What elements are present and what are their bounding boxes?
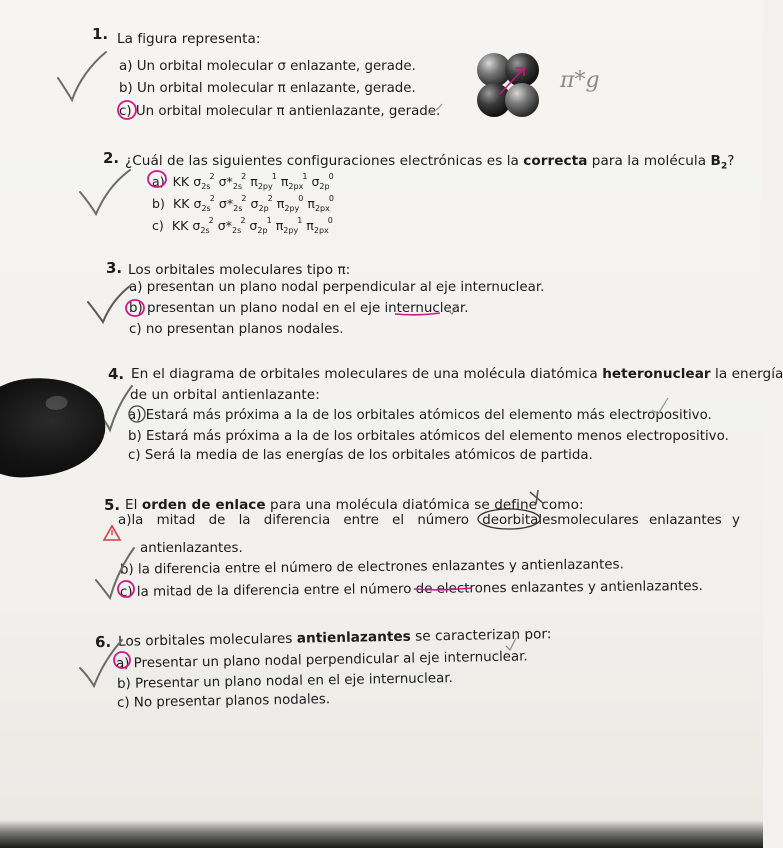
q4-option-a-text: Estará más próxima a la de los orbitales atómicos del elemento más electropositivo.	[145, 408, 712, 423]
q3-option-a[interactable]	[129, 280, 544, 295]
finger-shadow	[0, 371, 110, 483]
q5-text-bold: orden de enlace	[141, 497, 266, 513]
q5-text-pre: El	[125, 497, 142, 513]
q6-option-b-label: b)	[116, 676, 131, 692]
q5-text-post: para una molécula diatómica se define como:	[265, 497, 584, 513]
q1-figure-annotation: π*g	[560, 68, 600, 93]
q5-option-a-text-post: moleculares enlazantes y	[557, 513, 740, 528]
q2-text-post: para la molécula	[587, 153, 711, 169]
q6-option-a-text: Presentar un plano nodal perpendicular al eje internuclear.	[133, 649, 528, 672]
q5-option-b[interactable]	[120, 557, 624, 577]
q3-option-b-label: b)	[129, 301, 143, 316]
figure-arrow-line	[500, 68, 524, 94]
q6-option-c[interactable]	[117, 692, 330, 711]
q1-text: La figura representa:	[117, 31, 261, 47]
q5-option-a-circled-word: orbitales	[498, 513, 558, 528]
q6-option-b[interactable]	[117, 671, 453, 692]
q2-option-a-config: $\sigma_{2s}^2$ $\sigma*_{2s}^2$ $\pi_{2py}^1$ $\pi_{2px}^1$ $\sigma_{2p}^0$	[193, 172, 334, 191]
q3-text: Los orbitales moleculares tipo π:	[128, 262, 351, 278]
q2-option-b-prefix: KK	[172, 196, 190, 211]
q4-option-c[interactable]	[128, 448, 593, 463]
q5-option-c-label: c)	[119, 584, 133, 601]
q6-text-pre: Los orbitales moleculares	[117, 630, 297, 650]
q3-option-c-label: c)	[129, 322, 142, 337]
q6-text-bold: antienlazantes	[296, 628, 411, 647]
q4-option-b-label: b)	[128, 429, 142, 444]
q5-option-a-text-pre: la mitad de la diferencia entre el número de	[131, 513, 499, 528]
q5-warning-triangle-icon	[104, 526, 120, 540]
q4-option-b-text: Estará más próxima a la de los orbitales atómicos del elemento menos electropositivo.	[146, 429, 729, 444]
q1-option-b[interactable]	[119, 81, 416, 96]
q5-text	[125, 497, 584, 513]
q1-number: 1.	[92, 25, 109, 43]
orbital-lobe-bottom-right	[505, 83, 539, 117]
q2-option-c-label: c)	[152, 218, 164, 233]
q1-option-a-text: Un orbital molecular σ enlazante, gerade.	[136, 59, 416, 74]
q2-checkmark-icon	[80, 170, 130, 214]
q4-option-b[interactable]	[128, 429, 729, 444]
q5-option-c[interactable]	[120, 579, 703, 600]
q2-option-b-label: b)	[152, 196, 165, 211]
q6-option-b-text: Presentar un plano nodal en el eje internuclear.	[134, 671, 453, 692]
q1-checkmark-icon	[58, 52, 106, 100]
orbital-lobe-top-right	[505, 53, 539, 87]
q5-option-a-line2: antienlazantes.	[140, 541, 243, 556]
q1-option-b-text: Un orbital molecular π enlazante, gerade.	[137, 81, 416, 96]
q3-option-c-text: no presentan planos nodales.	[145, 322, 344, 337]
q5-option-c-text: la mitad de la diferencia entre el número de electrones enlazantes y antienlazantes.	[136, 578, 703, 600]
q4-option-c-text: Será la media de las energías de los orbitales atómicos de partida.	[144, 448, 593, 463]
q2-option-b[interactable]	[152, 194, 334, 213]
q4-option-a-label: a)	[128, 408, 142, 423]
orbital-lobe-top-left	[477, 53, 511, 87]
q1-option-c-label: c)	[119, 104, 132, 119]
q3-option-a-label: a)	[129, 280, 143, 295]
q2-option-c[interactable]	[152, 216, 333, 235]
q2-text	[125, 153, 735, 172]
q2-option-c-prefix: KK	[171, 218, 189, 233]
q3-number: 3.	[106, 259, 123, 277]
q4-text-post: la energía	[710, 366, 783, 382]
q4-text	[131, 366, 783, 382]
q2-option-a[interactable]	[152, 172, 334, 191]
q3-option-b-text: presentan un plano nodal en el eje internuclear.	[147, 301, 469, 316]
figure-arrow-head	[516, 68, 524, 76]
q6-number: 6.	[94, 632, 112, 652]
q6-text-post: se caracterizan por:	[410, 626, 552, 645]
orbital-lobe-bottom-left	[477, 83, 511, 117]
q2-number: 2.	[103, 149, 120, 167]
q4-option-a[interactable]	[128, 408, 712, 423]
q3-option-a-text: presentan un plano nodal perpendicular al eje internuclear.	[146, 280, 545, 295]
pi-antibonding-orbital-figure	[470, 48, 548, 126]
q2-text-pre: ¿Cuál de las siguientes configuraciones electrónicas es la	[125, 153, 524, 169]
q1-option-a-label: a)	[119, 59, 133, 74]
q3-option-b[interactable]	[129, 301, 468, 316]
q1-option-a[interactable]	[119, 59, 416, 74]
q4-text-line2: de un orbital antienlazante:	[130, 387, 320, 403]
q2-molecule: $B_2$	[710, 153, 728, 172]
q6-text	[118, 626, 552, 650]
q2-option-a-label: a)	[152, 174, 165, 189]
q3-option-c[interactable]	[129, 322, 344, 337]
q6-option-c-label: c)	[116, 695, 130, 711]
q2-option-b-config: $\sigma_{2s}^2$ $\sigma*_{2s}^2$ $\sigma_{2p}^2$ $\pi_{2py}^0$ $\pi_{2px}^0$	[193, 194, 334, 213]
q4-number: 4.	[108, 365, 125, 383]
q4-text-bold: heteronuclear	[602, 366, 711, 382]
q2-option-a-prefix: KK	[172, 174, 190, 189]
q6-option-a[interactable]	[116, 649, 528, 671]
q2-text-bold: correcta	[523, 153, 588, 169]
q5-option-a-label: a)	[118, 513, 132, 528]
q2-option-c-config: $\sigma_{2s}^2$ $\sigma*_{2s}^2$ $\sigma_{2p}^1$ $\pi_{2py}^1$ $\pi_{2px}^0$	[192, 216, 333, 235]
q4-text-pre: En el diagrama de orbitales moleculares de una molécula diatómica	[131, 366, 603, 382]
q1-option-c-text: Un orbital molecular π antienlazante, gerade.	[135, 104, 441, 119]
q4-option-c-label: c)	[128, 448, 141, 463]
page-bottom-shadow	[0, 820, 763, 848]
q5-option-b-text: la diferencia entre el número de electrones enlazantes y antienlazantes.	[137, 557, 624, 578]
q6-option-a-label: a)	[115, 656, 130, 672]
q3-checkmark-icon	[88, 286, 130, 322]
q6-option-c-text: No presentar planos nodales.	[133, 692, 331, 711]
q5-option-b-label: b)	[119, 562, 134, 578]
q5-number: 5.	[104, 496, 121, 514]
q5-option-a[interactable]	[118, 513, 740, 528]
q1-option-c[interactable]	[119, 104, 440, 119]
q1-option-b-label: b)	[119, 81, 133, 96]
q2-text-end: ?	[727, 153, 735, 169]
